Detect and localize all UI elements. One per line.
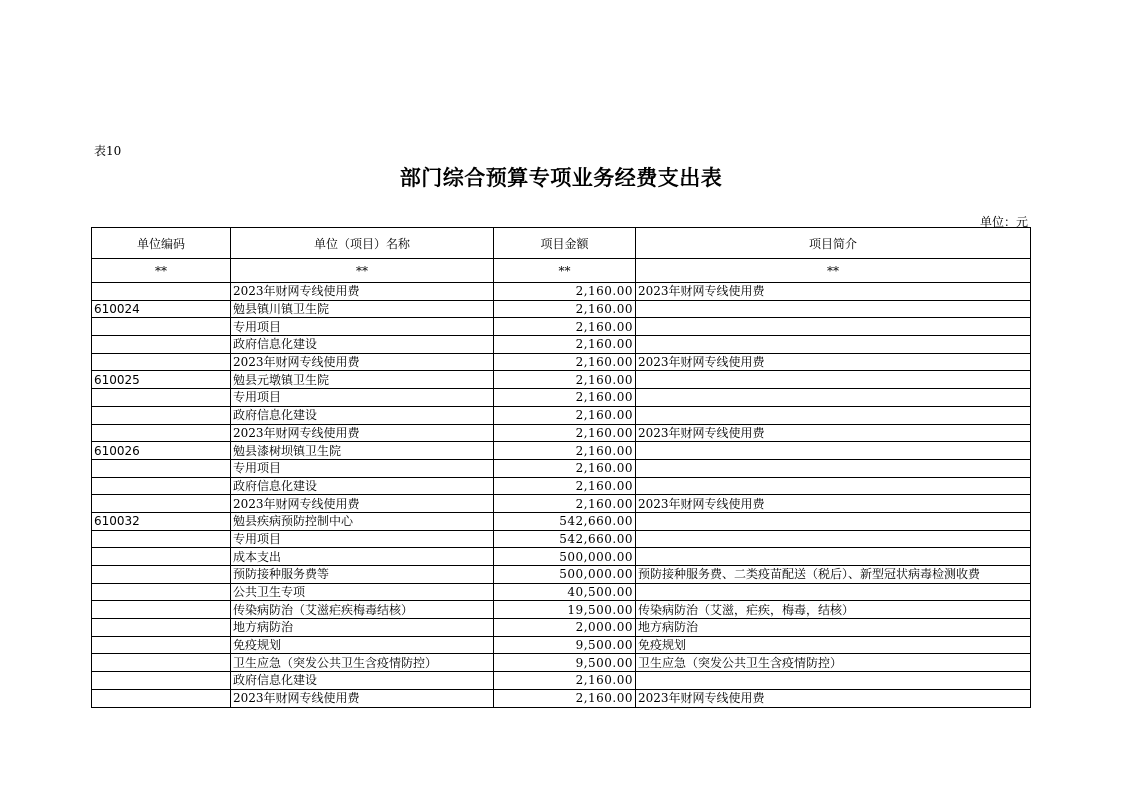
description-cell — [636, 672, 1031, 690]
table-header-row — [92, 228, 1031, 259]
description-cell — [636, 583, 1031, 601]
amount-cell: 2,160.00 — [494, 283, 636, 301]
header-description: 项目简介 — [636, 228, 1031, 259]
unit-name-cell: 地方病防治 — [231, 619, 494, 637]
unit-name-cell: 专用项目 — [231, 389, 494, 407]
unit-name-cell: 政府信息化建设 — [231, 336, 494, 354]
table-row — [92, 512, 1031, 530]
description-cell: 2023年财网专线使用费 — [636, 353, 1031, 371]
unit-name-cell: 勉县漆树坝镇卫生院 — [231, 442, 494, 460]
unit-code-cell — [92, 548, 231, 566]
unit-code-cell: 610024 — [92, 300, 231, 318]
unit-label: 单位：元 — [979, 215, 1028, 229]
unit-code-cell — [92, 583, 231, 601]
table-row — [92, 371, 1031, 389]
amount-cell: 2,160.00 — [494, 495, 636, 513]
description-cell — [636, 512, 1031, 530]
unit-code-cell — [92, 601, 231, 619]
page-title: 部门综合预算专项业务经费支出表 — [399, 165, 723, 190]
amount-cell: 2,160.00 — [494, 371, 636, 389]
table-row — [92, 442, 1031, 460]
amount-cell: 2,160.00 — [494, 300, 636, 318]
amount-cell: 500,000.00 — [494, 566, 636, 584]
unit-code-cell: 610026 — [92, 442, 231, 460]
amount-cell: 40,500.00 — [494, 583, 636, 601]
table-row — [92, 601, 1031, 619]
unit-name-cell: 2023年财网专线使用费 — [231, 495, 494, 513]
table-row — [92, 583, 1031, 601]
budget-table — [91, 227, 1031, 708]
unit-code-cell — [92, 672, 231, 690]
table-row — [92, 406, 1031, 424]
table-row — [92, 424, 1031, 442]
table-row — [92, 672, 1031, 690]
unit-code-cell — [92, 530, 231, 548]
amount-cell: 2,160.00 — [494, 389, 636, 407]
table-row — [92, 566, 1031, 584]
description-cell: 地方病防治 — [636, 619, 1031, 637]
unit-name-cell: 成本支出 — [231, 548, 494, 566]
unit-name-cell: 专用项目 — [231, 459, 494, 477]
table-row — [92, 353, 1031, 371]
unit-code-cell — [92, 654, 231, 672]
unit-name-cell: 勉县疾病预防控制中心 — [231, 512, 494, 530]
unit-name-cell: 2023年财网专线使用费 — [231, 424, 494, 442]
unit-name-cell: 卫生应急（突发公共卫生含疫情防控） — [231, 654, 494, 672]
description-cell: 2023年财网专线使用费 — [636, 689, 1031, 707]
table-row — [92, 283, 1031, 301]
unit-code-cell — [92, 636, 231, 654]
amount-cell: 2,160.00 — [494, 442, 636, 460]
unit-name-cell: 政府信息化建设 — [231, 406, 494, 424]
table-row — [92, 477, 1031, 495]
amount-cell: 2,160.00 — [494, 406, 636, 424]
unit-code-cell — [92, 495, 231, 513]
description-cell — [636, 336, 1031, 354]
unit-code-cell — [92, 424, 231, 442]
unit-name-cell: 公共卫生专项 — [231, 583, 494, 601]
unit-name-cell: 政府信息化建设 — [231, 477, 494, 495]
unit-name-cell: 2023年财网专线使用费 — [231, 689, 494, 707]
table-row — [92, 495, 1031, 513]
unit-code-cell — [92, 353, 231, 371]
unit-code-cell — [92, 336, 231, 354]
amount-cell: 19,500.00 — [494, 601, 636, 619]
table-row — [92, 548, 1031, 566]
table-row — [92, 389, 1031, 407]
table-row — [92, 318, 1031, 336]
amount-cell: 2,160.00 — [494, 672, 636, 690]
table-row — [92, 336, 1031, 354]
table-row — [92, 619, 1031, 637]
description-cell — [636, 442, 1031, 460]
unit-name-cell: 免疫规划 — [231, 636, 494, 654]
amount-cell: 2,160.00 — [494, 353, 636, 371]
amount-cell: 9,500.00 — [494, 654, 636, 672]
description-cell: 2023年财网专线使用费 — [636, 424, 1031, 442]
amount-cell: 2,160.00 — [494, 459, 636, 477]
table-row — [92, 636, 1031, 654]
description-cell — [636, 371, 1031, 389]
subheader-cell: ** — [231, 259, 494, 283]
amount-cell: 9,500.00 — [494, 636, 636, 654]
unit-code-cell — [92, 459, 231, 477]
table-row — [92, 459, 1031, 477]
amount-cell: 2,160.00 — [494, 477, 636, 495]
unit-code-cell — [92, 406, 231, 424]
table-row — [92, 300, 1031, 318]
description-cell — [636, 477, 1031, 495]
unit-name-cell: 勉县镇川镇卫生院 — [231, 300, 494, 318]
amount-cell: 542,660.00 — [494, 530, 636, 548]
unit-name-cell: 预防接种服务费等 — [231, 566, 494, 584]
description-cell: 免疫规划 — [636, 636, 1031, 654]
amount-cell: 542,660.00 — [494, 512, 636, 530]
amount-cell: 2,160.00 — [494, 689, 636, 707]
unit-code-cell — [92, 318, 231, 336]
header-unit-name: 单位（项目）名称 — [231, 228, 494, 259]
table-body — [92, 283, 1031, 708]
description-cell: 2023年财网专线使用费 — [636, 283, 1031, 301]
description-cell — [636, 459, 1031, 477]
description-cell: 预防接种服务费、二类疫苗配送（税后）、新型冠状病毒检测收费 — [636, 566, 1031, 584]
unit-code-cell — [92, 477, 231, 495]
unit-name-cell: 2023年财网专线使用费 — [231, 353, 494, 371]
table-row — [92, 689, 1031, 707]
subheader-cell: ** — [494, 259, 636, 283]
description-cell — [636, 318, 1031, 336]
description-cell: 2023年财网专线使用费 — [636, 495, 1031, 513]
unit-code-cell — [92, 566, 231, 584]
table-row — [92, 654, 1031, 672]
table-subheader-row — [92, 259, 1031, 283]
amount-cell: 2,160.00 — [494, 318, 636, 336]
description-cell — [636, 548, 1031, 566]
unit-name-cell: 勉县元墩镇卫生院 — [231, 371, 494, 389]
unit-name-cell: 政府信息化建设 — [231, 672, 494, 690]
unit-code-cell — [92, 283, 231, 301]
description-cell — [636, 406, 1031, 424]
header-amount: 项目金额 — [494, 228, 636, 259]
unit-name-cell: 专用项目 — [231, 318, 494, 336]
unit-name-cell: 2023年财网专线使用费 — [231, 283, 494, 301]
description-cell: 卫生应急（突发公共卫生含疫情防控） — [636, 654, 1031, 672]
description-cell — [636, 389, 1031, 407]
header-unit-code: 单位编码 — [92, 228, 231, 259]
unit-code-cell — [92, 389, 231, 407]
amount-cell: 2,160.00 — [494, 336, 636, 354]
unit-name-cell: 专用项目 — [231, 530, 494, 548]
unit-name-cell: 传染病防治（艾滋疟疾梅毒结核） — [231, 601, 494, 619]
description-cell — [636, 300, 1031, 318]
amount-cell: 500,000.00 — [494, 548, 636, 566]
amount-cell: 2,000.00 — [494, 619, 636, 637]
unit-code-cell: 610025 — [92, 371, 231, 389]
table-number-label: 表10 — [94, 144, 122, 158]
table-row — [92, 530, 1031, 548]
unit-code-cell: 610032 — [92, 512, 231, 530]
amount-cell: 2,160.00 — [494, 424, 636, 442]
subheader-cell: ** — [92, 259, 231, 283]
unit-code-cell — [92, 619, 231, 637]
unit-code-cell — [92, 689, 231, 707]
description-cell — [636, 530, 1031, 548]
description-cell: 传染病防治（艾滋，疟疾，梅毒，结核） — [636, 601, 1031, 619]
subheader-cell: ** — [636, 259, 1031, 283]
